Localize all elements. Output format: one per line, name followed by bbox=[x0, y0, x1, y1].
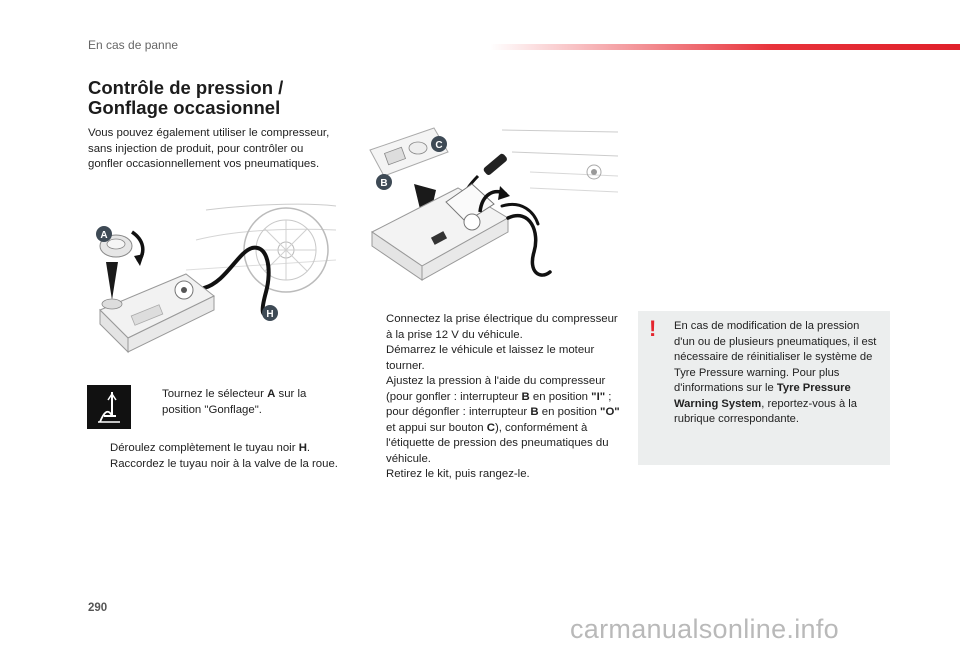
tyre-inflation-icon bbox=[94, 390, 124, 424]
compressor-socket-illustration bbox=[362, 122, 618, 300]
step-text: et appui sur bouton bbox=[386, 421, 487, 434]
section-label: En cas de panne bbox=[88, 38, 179, 52]
warning-icon: ! bbox=[649, 316, 657, 341]
label-c: C bbox=[435, 140, 443, 151]
step-text: en position bbox=[529, 390, 592, 403]
label-a: A bbox=[100, 230, 108, 241]
note-text: , reportez-vous à la rubrique correspondante. bbox=[674, 397, 858, 425]
step-text-bold: "O" bbox=[600, 406, 620, 418]
step-text-bold: C bbox=[486, 421, 495, 434]
step-text: Ajustez la pression à l'aide du compresseur (pour gonfler : interrupteur bbox=[386, 375, 606, 403]
title-line-2: Gonflage occasionnel bbox=[88, 97, 281, 118]
warning-note-text bbox=[674, 319, 880, 428]
step-text: Connectez la prise électrique du compresseur à la prise 12 V du véhicule. bbox=[386, 313, 618, 341]
step-text-bold: B bbox=[521, 390, 530, 403]
page-title bbox=[88, 78, 368, 118]
list-item bbox=[364, 343, 622, 374]
watermark: carmanualsonline.info bbox=[570, 614, 839, 644]
list-item bbox=[364, 467, 622, 483]
step-text-bold: "I" bbox=[591, 390, 606, 403]
step-text: Démarrez le véhicule et laissez le moteur tourner. bbox=[386, 344, 595, 372]
compressor-wheel-illustration bbox=[86, 200, 338, 362]
step-text: Tournez le sélecteur bbox=[162, 388, 268, 400]
inflation-mode-pictogram bbox=[87, 385, 131, 429]
header-accent-bar bbox=[490, 44, 960, 50]
list-item bbox=[88, 441, 338, 457]
step-text: Déroulez complètement le tuyau noir bbox=[110, 442, 299, 454]
intro-paragraph: Vous pouvez également utiliser le compresseur, sans injection de produit, pour contrôler ou gonfler occasionnellement vos pneumatiques. bbox=[88, 127, 330, 170]
step-text: . bbox=[306, 442, 311, 454]
label-b: B bbox=[380, 178, 388, 189]
list-item bbox=[88, 457, 338, 473]
step-text-bold: B bbox=[530, 406, 539, 418]
title-line-1: Contrôle de pression / bbox=[88, 77, 284, 98]
step-text: sur la position "Gonflage". bbox=[162, 388, 307, 416]
note-text: En cas de modification de la pression d'un ou de plusieurs pneumatiques, il est nécessaire de réinitialiser le système de Tyre Pressure warning. Pour plus d'informations sur le bbox=[674, 320, 877, 394]
step-text: ; pour dégonfler : interrupteur bbox=[386, 390, 612, 418]
page-number: 290 bbox=[88, 602, 108, 614]
warning-note bbox=[638, 311, 890, 465]
step-text-bold: H bbox=[298, 442, 307, 454]
list-item bbox=[140, 387, 330, 418]
label-h: H bbox=[266, 309, 274, 320]
step-text: en position bbox=[538, 406, 601, 418]
list-item bbox=[364, 374, 622, 467]
step-text: ), conformément à l'étiquette de pression des pneumatiques du véhicule. bbox=[386, 421, 609, 465]
note-text-bold: Tyre Pressure Warning System bbox=[674, 382, 851, 410]
hose-step-list bbox=[88, 441, 338, 472]
selector-step-list bbox=[140, 387, 330, 418]
step-text-bold: A bbox=[267, 388, 276, 400]
step-text: Retirez le kit, puis rangez-le. bbox=[386, 468, 530, 480]
list-item bbox=[364, 312, 622, 343]
step-text: Raccordez le tuyau noir à la valve de la roue. bbox=[110, 457, 338, 470]
compressor-step-list bbox=[364, 312, 622, 483]
